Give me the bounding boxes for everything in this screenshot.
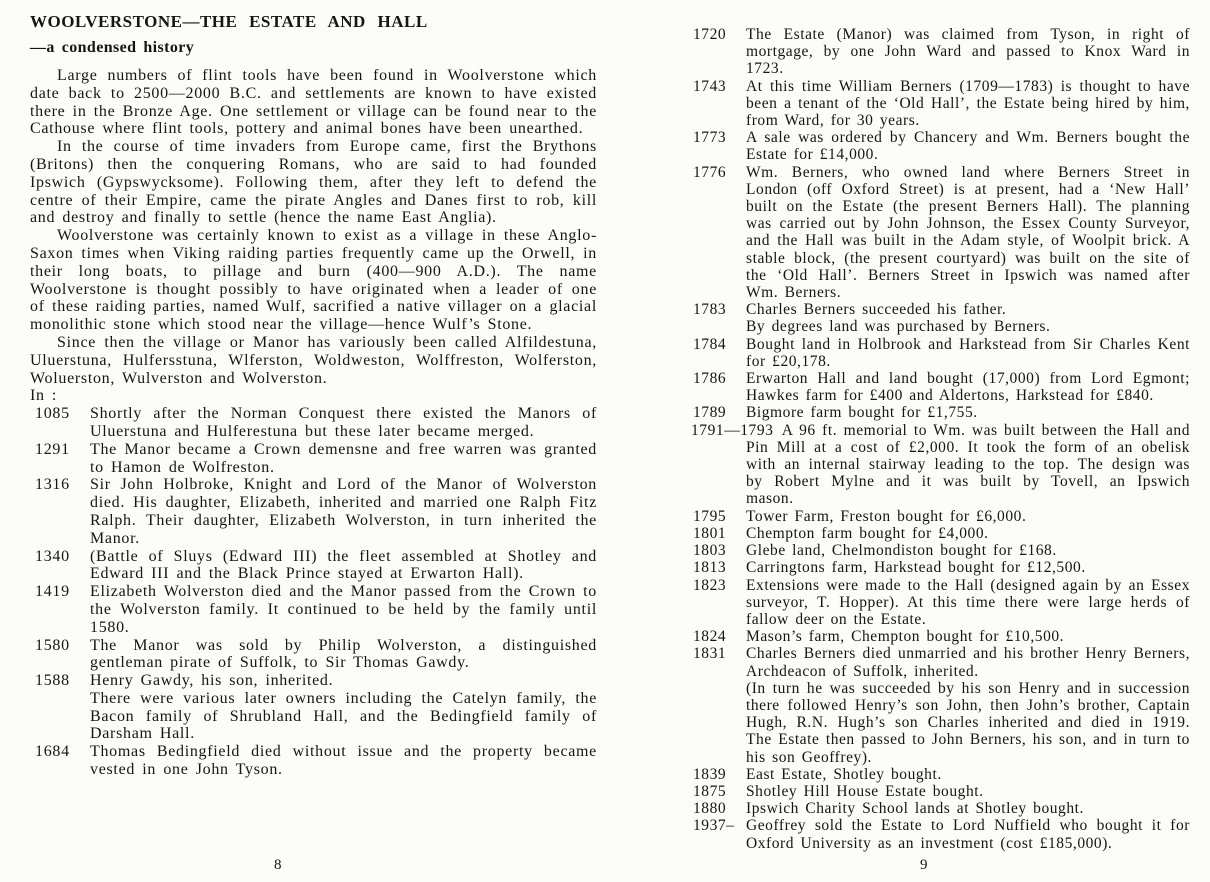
page-title: WOOLVERSTONE—THE ESTATE AND HALL [30, 12, 428, 31]
timeline-entry [691, 26, 1190, 78]
timeline-text: Elizabeth Wolverston died and the Manor passed from the Crown to the Wolverston family. It continued to be held by the family until 1580. [90, 583, 597, 636]
timeline-year: 1743 [693, 77, 727, 95]
timeline-entry [30, 637, 597, 673]
timeline-text: Charles Berners succeeded his father. By degrees land was purchased by Berners. [746, 301, 1051, 336]
timeline-entry [691, 559, 1190, 576]
timeline-entry [30, 548, 597, 584]
timeline-entry [691, 404, 1190, 421]
timeline-year: 1786 [693, 370, 727, 388]
timeline-year: 1340 [35, 547, 70, 565]
timeline-year: 1789 [693, 404, 727, 422]
timeline-entry [30, 441, 597, 477]
timeline-text: (Battle of Sluys (Edward III) the fleet assembled at Shotley and Edward III and the Black Prince stayed at Erwarton Hall). [90, 547, 597, 583]
timeline-entry [691, 645, 1190, 765]
timeline-entry [691, 301, 1190, 335]
timeline-year: 1801 [693, 524, 727, 542]
timeline-year: 1823 [693, 576, 727, 594]
page-right [605, 0, 1210, 882]
timeline-year: 1803 [693, 542, 727, 560]
timeline-year: 1419 [35, 583, 70, 601]
timeline-text: At this time William Berners (1709—1783) is thought to have been a tenant of the ‘Old Hall’, the Estate being hired by him, from Ward, for 30 years. [746, 77, 1190, 130]
timeline-text: Wm. Berners, who owned land where Berners Street in London (off Oxford Street) is at present, had a ‘New Hall’ built on the Estate (the present Berners Hall). The planning was carried out by John Johnson, the Essex County Surveyor, and the Hall was built in the Adam style, of Woolpit brick. A stable block, (the present courtyard) was built on the site of the ‘Old Hall’. Berners Street in Ipswich was named after Wm. Berners. [746, 163, 1190, 302]
timeline-entry [691, 370, 1190, 404]
timeline-year: 1824 [693, 628, 727, 646]
timeline-year: 1580 [35, 636, 70, 654]
timeline-year: 1773 [693, 129, 727, 147]
body-paragraph: In the course of time invaders from Europe came, first the Brythons (Britons) then the conquering Romans, who are said to had founded Ipswich (Gypswycksome). Following them, after they left to defend the centre of their Empire, came the pirate Angles and Danes first to rob, kill and destroy and finally to settle (hence the name East Anglia). [30, 138, 597, 227]
timeline-entry [691, 525, 1190, 542]
body-paragraph: Since then the village or Manor has variously been called Alfildestuna, Uluerstuna, Hulfersstuna, Wlferston, Woldweston, Wolffreston, Wolferston, Woluerston, Wulverston and Wolverston. [30, 333, 597, 387]
timeline-year: 1875 [693, 782, 727, 800]
timeline-text: A sale was ordered by Chancery and Wm. Berners bought the Estate for £14,000. [746, 129, 1190, 164]
timeline-text: Glebe land, Chelmondiston bought for £168. [746, 542, 1057, 560]
timeline-text: Thomas Bedingfield died without issue and the property became vested in one John Tyson. [90, 743, 597, 779]
timeline-text: Shotley Hill House Estate bought. [746, 782, 984, 800]
body-paragraph: Woolverstone was certainly known to exist as a village in these Anglo-Saxon times when Viking raiding parties frequently came up the Orwell, in their long boats, to pillage and burn (400—900 A.D.). The name Woolverstone is thought possibly to have originated when a leader of one of these raiding parties, named Wulf, sacrified a native villager on a glacial monolithic stone which stood near the village—hence Wulf’s Stone. [30, 227, 597, 334]
timeline-text: East Estate, Shotley bought. [746, 765, 942, 783]
timeline-year: 1839 [693, 765, 727, 783]
timeline-text: The Estate (Manor) was claimed from Tyson, in right of mortgage, by one John Ward and passed to Knox Ward in 1723. [746, 26, 1190, 78]
timeline-year: 1085 [35, 405, 70, 423]
timeline-year: 1784 [693, 335, 727, 353]
timeline-year: 1791—1793 [691, 421, 774, 439]
timeline-entry [691, 766, 1190, 783]
timeline-entry [30, 672, 597, 743]
timeline-entry [691, 78, 1190, 130]
timeline-entry: 1791—1793 A 96 ft. memorial to Wm. was built between the Hall and Pin Mill at a cost of £2,000. It took the form of an obelisk with an internal stairway leading to the top. The design was by Robert Mylne and it was built by Tovell, an Ipswich mason. [691, 421, 1190, 508]
timeline-entry [691, 129, 1190, 163]
timeline-entry [30, 476, 597, 547]
timeline-entry [691, 164, 1190, 302]
timeline-entry [691, 783, 1190, 800]
timeline-year: 1880 [693, 800, 727, 818]
timeline-year: 1684 [35, 743, 70, 761]
timeline-entry [691, 817, 1190, 851]
timeline-entry [691, 800, 1190, 817]
timeline-text: Mason’s farm, Chempton bought for £10,500. [746, 628, 1065, 646]
timeline-text: Charles Berners died unmarried and his brother Henry Berners, Archdeacon of Suffolk, inherited. (In turn he was succeeded by his son Henry and in succession there followed Henry’s son John, then John’s brother, Captain Hugh, R.N. Hugh’s son Charles inherited and died in 1919. The Estate then passed to John Berners, his son, and in turn to his son Geoffrey). [746, 645, 1190, 766]
page-number-left: 8 [274, 857, 282, 873]
timeline-text: Shortly after the Norman Conquest there existed the Manors of Uluerstuna and Hulferestuna but these later became merged. [90, 405, 597, 440]
timeline-entry [691, 542, 1190, 559]
timeline-year: 1937– [693, 817, 735, 835]
timeline-entry [30, 743, 597, 779]
timeline-text: Extensions were made to the Hall (designed again by an Essex surveyor, T. Hopper). At this time there were large herds of fallow deer on the Estate. [746, 576, 1190, 628]
timeline-text: Erwarton Hall and land bought (17,000) from Lord Egmont; Hawkes farm for £400 and Aldertons, Harkstead for £840. [746, 370, 1190, 405]
timeline-entry [30, 405, 597, 441]
timeline-intro-label: In : [30, 387, 58, 405]
timeline-year: 1720 [693, 26, 727, 43]
timeline-year: 1316 [35, 476, 70, 494]
timeline-text: Geoffrey sold the Estate to Lord Nuffield who bought it for Oxford University as an investment (cost £185,000). [746, 817, 1190, 852]
timeline-text: The Manor was sold by Philip Wolverston, a distinguished gentleman pirate of Suffolk, to Sir Thomas Gawdy. [90, 636, 597, 672]
timeline-year: 1776 [693, 163, 727, 181]
timeline-year: 1831 [693, 645, 727, 663]
timeline-text: Tower Farm, Freston bought for £6,000. [746, 507, 1027, 525]
timeline-entry [691, 508, 1190, 525]
timeline-text: The Manor became a Crown demensne and free warren was granted to Hamon de Wolfreston. [90, 440, 597, 476]
timeline-year: 1291 [35, 440, 70, 458]
timeline-text: Bought land in Holbrook and Harkstead from Sir Charles Kent for £20,178. [746, 335, 1190, 370]
timeline-text: Carringtons farm, Harkstead bought for £12,500. [746, 559, 1086, 577]
timeline-year: 1783 [693, 301, 727, 319]
timeline-text: Sir John Holbroke, Knight and Lord of the Manor of Wolverston died. His daughter, Elizabeth, inherited and married one Ralph Fitz Ralph. Their daughter, Elizabeth Wolverston, in turn inherited the Manor. [90, 476, 597, 547]
page-subtitle: —a condensed history [30, 39, 195, 56]
timeline-year: 1813 [693, 559, 727, 577]
timeline-text: Ipswich Charity School lands at Shotley bought. [746, 800, 1084, 818]
timeline-entry [691, 336, 1190, 370]
timeline-entry [691, 628, 1190, 645]
timeline-year: 1588 [35, 672, 70, 690]
timeline-entry [30, 583, 597, 636]
timeline-text: Henry Gawdy, his son, inherited. There were various later owners including the Catelyn family, the Bacon family of Shrubland Hall, and the Bedingfield family of Darsham Hall. [90, 672, 597, 743]
page-left-content [30, 12, 597, 779]
timeline-text: Bigmore farm bought for £1,755. [746, 404, 978, 422]
page-number-right: 9 [920, 857, 928, 873]
timeline-entry [691, 577, 1190, 629]
timeline-year: 1795 [693, 507, 727, 525]
timeline-left [30, 405, 597, 779]
timeline-right [691, 26, 1190, 852]
body-paragraph: Large numbers of flint tools have been found in Woolverstone which date back to 2500—2000 B.C. and settlements are known to have existed there in the Bronze Age. One settlement or village can be found near to the Cathouse where flint tools, pottery and animal bones have been unearthed. [30, 67, 597, 138]
intro-paragraphs [30, 67, 597, 387]
page-right-content [691, 26, 1190, 852]
timeline-text: Chempton farm bought for £4,000. [746, 524, 989, 542]
